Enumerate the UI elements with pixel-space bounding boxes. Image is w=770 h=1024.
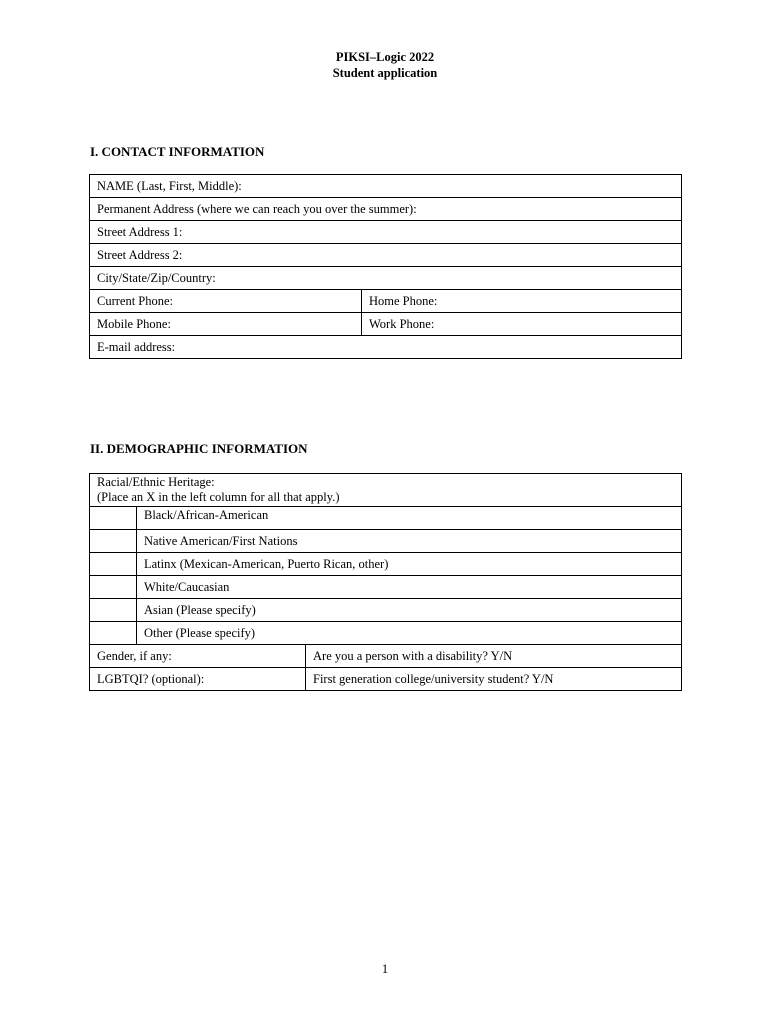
street-address-1-label: Street Address 1: [97, 225, 183, 239]
email-field[interactable] [90, 336, 682, 359]
demographic-section-heading: II. DEMOGRAPHIC INFORMATION [90, 441, 308, 456]
ethnic-option-label: Native American/First Nations [144, 534, 298, 548]
ethnic-option-label: Asian (Please specify) [144, 603, 256, 617]
gender-field[interactable] [90, 645, 306, 668]
permanent-address-label: Permanent Address (where we can reach you over the summer): [97, 202, 417, 216]
disability-label: Are you a person with a disability? Y/N [313, 649, 513, 663]
lgbtqi-field[interactable] [90, 668, 306, 691]
demographic-info-table [89, 473, 682, 691]
ethnic-option [137, 622, 682, 645]
street-address-1-field[interactable] [90, 221, 682, 244]
ethnic-option [137, 507, 682, 530]
ethnic-option-label: Other (Please specify) [144, 626, 256, 640]
street-address-2-label: Street Address 2: [97, 248, 183, 262]
ethnic-heritage-instruction: (Place an X in the left column for all that apply.) [97, 490, 340, 504]
ethnic-heritage-header [90, 474, 682, 507]
ethnic-option [137, 576, 682, 599]
home-phone-label: Home Phone: [369, 294, 438, 308]
ethnic-checkbox-cell[interactable] [90, 599, 137, 622]
document-subtitle: Student application [332, 66, 438, 80]
ethnic-option-label: Latinx (Mexican-American, Puerto Rican, other) [144, 557, 389, 571]
ethnic-option-label: White/Caucasian [144, 580, 230, 594]
lgbtqi-label: LGBTQI? (optional): [97, 672, 205, 686]
ethnic-option [137, 530, 682, 553]
gender-label: Gender, if any: [97, 649, 172, 663]
mobile-phone-field[interactable] [90, 313, 362, 336]
ethnic-checkbox-cell[interactable] [90, 622, 137, 645]
street-address-2-field[interactable] [90, 244, 682, 267]
name-field[interactable] [90, 175, 682, 198]
ethnic-option-label: Black/African-American [144, 508, 269, 522]
city-state-zip-label: City/State/Zip/Country: [97, 271, 216, 285]
home-phone-field[interactable] [362, 290, 682, 313]
ethnic-checkbox-cell[interactable] [90, 576, 137, 599]
disability-field[interactable] [306, 645, 682, 668]
ethnic-option [137, 553, 682, 576]
ethnic-checkbox-cell[interactable] [90, 507, 137, 530]
page-number: 1 [381, 962, 389, 976]
ethnic-heritage-title: Racial/Ethnic Heritage: [97, 475, 215, 489]
email-label: E-mail address: [97, 340, 176, 354]
ethnic-checkbox-cell[interactable] [90, 530, 137, 553]
current-phone-label: Current Phone: [97, 294, 174, 308]
ethnic-checkbox-cell[interactable] [90, 553, 137, 576]
current-phone-field[interactable] [90, 290, 362, 313]
document-title: PIKSI–Logic 2022 [335, 50, 435, 64]
document-header [0, 49, 770, 81]
contact-info-table [89, 174, 682, 359]
permanent-address-row [90, 198, 682, 221]
first-generation-field[interactable] [306, 668, 682, 691]
first-generation-label: First generation college/university student? Y/N [313, 672, 554, 686]
work-phone-field[interactable] [362, 313, 682, 336]
ethnic-option [137, 599, 682, 622]
contact-section-heading: I. CONTACT INFORMATION [90, 144, 265, 159]
mobile-phone-label: Mobile Phone: [97, 317, 171, 331]
name-label: NAME (Last, First, Middle): [97, 179, 242, 193]
city-state-zip-field[interactable] [90, 267, 682, 290]
work-phone-label: Work Phone: [369, 317, 435, 331]
